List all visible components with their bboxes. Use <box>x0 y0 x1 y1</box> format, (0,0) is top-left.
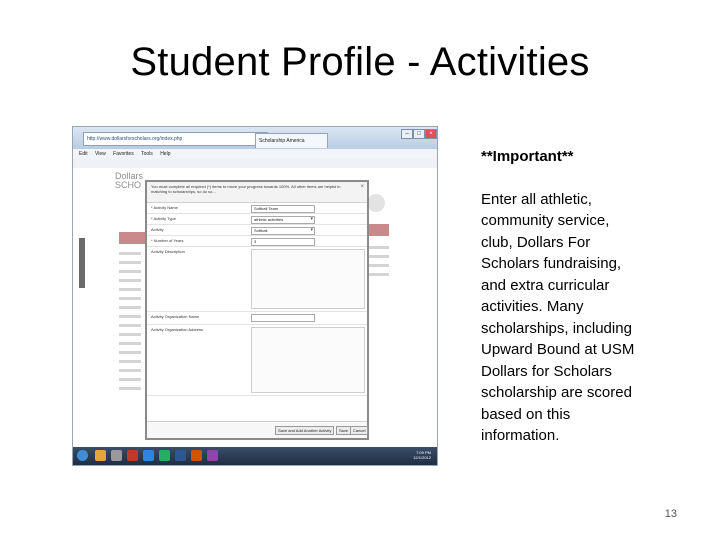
browser-tab[interactable]: Scholarship America <box>255 133 328 148</box>
note-line: based on this <box>481 405 571 423</box>
notes-text <box>481 146 671 447</box>
modal-footer <box>147 421 367 438</box>
minimize-icon[interactable]: – <box>401 129 413 139</box>
clock-time: 7:09 PM <box>416 450 431 455</box>
activity-description-textarea[interactable] <box>251 249 365 309</box>
profile-sidebar <box>119 232 145 442</box>
note-line: and extra curricular <box>481 276 610 294</box>
note-line: Scholars fundraising, <box>481 255 622 272</box>
activity-modal <box>145 180 369 440</box>
field-label: Activity Organization Address <box>151 327 204 332</box>
web-page <box>73 168 437 448</box>
field-label: Activity <box>151 227 164 232</box>
note-line: information. <box>481 427 560 444</box>
field-label: * Number of Years <box>151 238 184 243</box>
browser-menubar <box>73 149 437 159</box>
close-icon[interactable]: × <box>425 129 437 139</box>
slide-title: Student Profile - Activities <box>130 40 590 84</box>
field-activity-description <box>147 247 367 312</box>
document-icon[interactable] <box>175 450 186 461</box>
app-icon[interactable] <box>127 450 138 461</box>
maximize-icon[interactable]: □ <box>413 129 425 139</box>
browser-titlebar <box>73 127 437 149</box>
field-org-address <box>147 325 367 396</box>
menu-view[interactable]: View <box>95 151 106 157</box>
field-label: Activity Organization Name <box>151 314 200 319</box>
note-line: scholarship are scored <box>481 384 632 401</box>
org-address-textarea[interactable] <box>251 327 365 393</box>
field-activity-type <box>147 214 367 225</box>
field-label: * Activity Type <box>151 216 176 221</box>
menu-help[interactable]: Help <box>160 151 171 157</box>
menu-favorites[interactable]: Favorites <box>113 151 134 157</box>
modal-close-icon[interactable]: × <box>360 184 364 190</box>
site-logo <box>115 172 143 190</box>
important-heading: **Important** <box>481 148 574 165</box>
avatar <box>367 194 385 212</box>
start-icon[interactable] <box>77 450 88 461</box>
menu-tools[interactable]: Tools <box>141 151 153 157</box>
feedback-ribbon[interactable] <box>79 238 85 288</box>
slide-number: 13 <box>664 508 677 520</box>
field-number-of-years <box>147 236 367 247</box>
note-line: Dollars for Scholars <box>481 362 612 380</box>
cancel-button[interactable]: Cancel <box>350 426 368 435</box>
note-line: Upward Bound at USM <box>481 341 635 358</box>
save-add-another-button[interactable]: Save and Add Another Activity <box>275 426 334 435</box>
field-label: Activity Description <box>151 249 185 254</box>
activity-type-select[interactable]: athletic activities ▾ <box>251 216 315 224</box>
field-org-name <box>147 312 367 325</box>
browser-icon[interactable] <box>143 450 154 461</box>
menu-edit[interactable]: Edit <box>79 151 88 157</box>
modal-header <box>147 182 367 203</box>
modal-message: You must complete all required (*) items to move your progress towards 100%. All other items are helpful in matching to scholarships, so do so... <box>151 184 341 194</box>
embedded-screenshot <box>72 126 438 466</box>
activity-select[interactable]: Softball ▾ <box>251 227 315 235</box>
program-icon[interactable] <box>207 450 218 461</box>
number-of-years-input[interactable]: 3 <box>251 238 315 246</box>
spreadsheet-icon[interactable] <box>159 450 170 461</box>
note-line: Enter all athletic, <box>481 190 592 208</box>
note-line: activities. Many <box>481 298 584 315</box>
field-label: * Activity Name <box>151 205 178 210</box>
field-activity-name <box>147 203 367 214</box>
site-logo-line-2: SCHO <box>115 180 142 190</box>
note-line: club, Dollars For <box>481 233 591 251</box>
folder-icon[interactable] <box>95 450 106 461</box>
windows-taskbar <box>73 447 437 465</box>
presentation-icon[interactable] <box>191 450 202 461</box>
activity-name-input[interactable]: Softball Team <box>251 205 315 213</box>
note-line: scholarships, including <box>481 319 632 337</box>
address-bar[interactable]: http://www.dollarsforscholars.org/index.php <box>83 132 268 146</box>
save-button[interactable]: Save <box>336 426 351 435</box>
field-activity <box>147 225 367 236</box>
note-line: community service, <box>481 212 610 229</box>
taskbar-clock <box>413 450 431 460</box>
media-icon[interactable] <box>111 450 122 461</box>
clock-date: 12/1/2012 <box>413 455 431 460</box>
site-logo-line-1: Dollars <box>115 171 144 181</box>
org-name-input[interactable] <box>251 314 315 322</box>
